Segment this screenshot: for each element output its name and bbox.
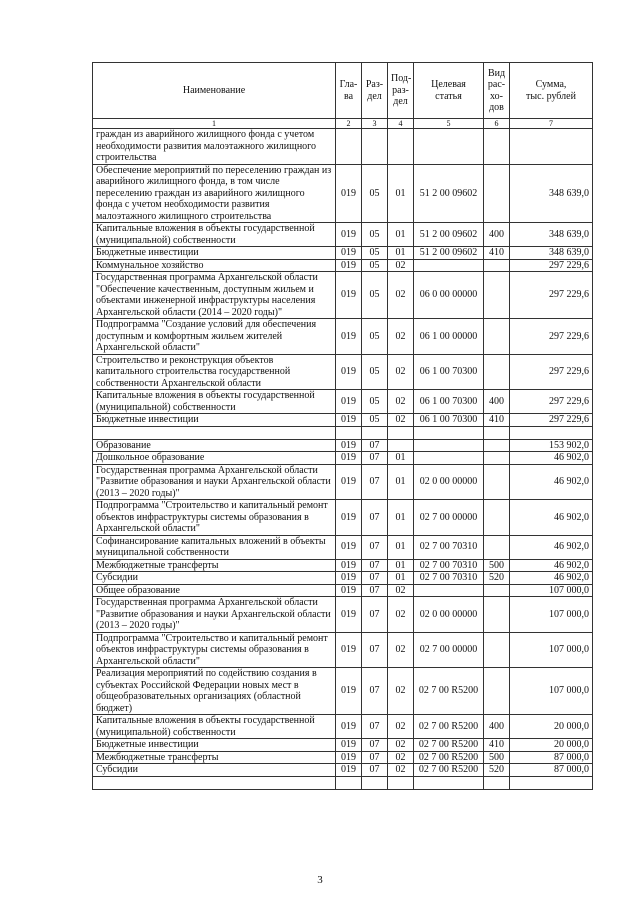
cell-expense-type: 500 <box>484 751 510 764</box>
cell-subsection: 01 <box>388 223 414 247</box>
cell-expense-type: 410 <box>484 739 510 752</box>
cell-subsection: 02 <box>388 751 414 764</box>
cell-chapter: 019 <box>336 354 362 390</box>
cell-section: 05 <box>362 223 388 247</box>
header-name: Наименование <box>93 63 336 119</box>
cell-expense-type: 500 <box>484 559 510 572</box>
table-row <box>93 164 593 223</box>
cell-expense-type <box>484 129 510 165</box>
header-row <box>93 63 593 119</box>
cell-target-item: 02 7 00 00000 <box>414 500 484 536</box>
cell-target-item: 06 1 00 00000 <box>414 319 484 355</box>
cell-chapter: 019 <box>336 572 362 585</box>
cell-chapter: 019 <box>336 559 362 572</box>
cell-chapter: 019 <box>336 164 362 223</box>
cell-expense-type <box>484 319 510 355</box>
table-body <box>93 129 593 790</box>
cell-subsection: 02 <box>388 272 414 319</box>
table-row <box>93 390 593 414</box>
header-sum: Сумма, тыс. рублей <box>510 63 593 119</box>
cell-target-item: 51 2 00 09602 <box>414 164 484 223</box>
cell-name: Образование <box>93 439 336 452</box>
cell-name: Бюджетные инвестиции <box>93 247 336 260</box>
cell-chapter: 019 <box>336 390 362 414</box>
cell-name: Межбюджетные трансферты <box>93 559 336 572</box>
table-row <box>93 439 593 452</box>
cell-name: Государственная программа Архангельской области "Развитие образования и науки Архангельской области (2013 – 2020 годы)" <box>93 597 336 633</box>
header-section: Раз- дел <box>362 63 388 119</box>
cell-chapter: 019 <box>336 764 362 777</box>
table-row <box>93 272 593 319</box>
cell-section: 05 <box>362 247 388 260</box>
cell-subsection: 02 <box>388 584 414 597</box>
cell-sum: 46 902,0 <box>510 572 593 585</box>
cell-name: Обеспечение мероприятий по переселению граждан из аварийного жилищного фонда, в том числе переселению граждан из аварийного жилищного фонда с учетом необходимости развития малоэтажного жилищного строительства <box>93 164 336 223</box>
cell-target-item: 06 1 00 70300 <box>414 414 484 427</box>
cell-name: Бюджетные инвестиции <box>93 739 336 752</box>
cell-section <box>362 426 388 439</box>
cell-sum <box>510 776 593 789</box>
cell-chapter: 019 <box>336 247 362 260</box>
table-row <box>93 414 593 427</box>
cell-subsection: 02 <box>388 597 414 633</box>
cell-subsection <box>388 439 414 452</box>
cell-subsection: 02 <box>388 414 414 427</box>
cell-expense-type: 400 <box>484 223 510 247</box>
table-row <box>93 247 593 260</box>
cell-section: 05 <box>362 319 388 355</box>
cell-section: 07 <box>362 715 388 739</box>
cell-chapter <box>336 776 362 789</box>
cell-chapter: 019 <box>336 319 362 355</box>
cell-name: Капитальные вложения в объекты государственной (муниципальной) собственности <box>93 715 336 739</box>
cell-subsection: 02 <box>388 632 414 668</box>
cell-subsection: 01 <box>388 164 414 223</box>
cell-section <box>362 776 388 789</box>
cell-expense-type <box>484 584 510 597</box>
cell-chapter: 019 <box>336 751 362 764</box>
cell-section: 05 <box>362 354 388 390</box>
cell-target-item <box>414 129 484 165</box>
column-number: 2 <box>336 119 362 129</box>
column-number: 4 <box>388 119 414 129</box>
cell-sum: 107 000,0 <box>510 584 593 597</box>
cell-sum <box>510 129 593 165</box>
cell-subsection: 02 <box>388 354 414 390</box>
cell-section: 05 <box>362 259 388 272</box>
cell-expense-type <box>484 500 510 536</box>
cell-sum: 297 229,6 <box>510 319 593 355</box>
cell-expense-type <box>484 632 510 668</box>
cell-chapter: 019 <box>336 535 362 559</box>
cell-target-item: 06 0 00 00000 <box>414 272 484 319</box>
cell-chapter: 019 <box>336 464 362 500</box>
cell-sum: 297 229,6 <box>510 354 593 390</box>
cell-name: Субсидии <box>93 572 336 585</box>
cell-chapter: 019 <box>336 452 362 465</box>
cell-section: 05 <box>362 272 388 319</box>
budget-table <box>92 62 593 790</box>
cell-subsection <box>388 776 414 789</box>
table-row <box>93 776 593 789</box>
cell-target-item <box>414 439 484 452</box>
cell-sum: 87 000,0 <box>510 751 593 764</box>
cell-section: 07 <box>362 584 388 597</box>
cell-section: 07 <box>362 764 388 777</box>
column-number: 7 <box>510 119 593 129</box>
cell-expense-type <box>484 535 510 559</box>
table-row <box>93 632 593 668</box>
cell-sum: 297 229,6 <box>510 259 593 272</box>
table-row <box>93 464 593 500</box>
header-target-item: Целевая статья <box>414 63 484 119</box>
cell-subsection: 02 <box>388 668 414 715</box>
cell-expense-type <box>484 452 510 465</box>
table-row <box>93 129 593 165</box>
cell-section: 07 <box>362 572 388 585</box>
cell-subsection: 01 <box>388 500 414 536</box>
cell-name: Подпрограмма "Создание условий для обеспечения доступным и комфортным жильем жителей Архангельской области" <box>93 319 336 355</box>
cell-section: 07 <box>362 500 388 536</box>
cell-target-item: 02 7 00 R5200 <box>414 751 484 764</box>
table-row <box>93 597 593 633</box>
cell-subsection: 02 <box>388 715 414 739</box>
cell-sum: 153 902,0 <box>510 439 593 452</box>
cell-name: Субсидии <box>93 764 336 777</box>
cell-section: 07 <box>362 632 388 668</box>
column-number: 6 <box>484 119 510 129</box>
cell-sum: 46 902,0 <box>510 559 593 572</box>
cell-name: Коммунальное хозяйство <box>93 259 336 272</box>
cell-sum: 297 229,6 <box>510 272 593 319</box>
cell-name <box>93 776 336 789</box>
cell-section: 07 <box>362 739 388 752</box>
cell-chapter <box>336 426 362 439</box>
cell-sum: 297 229,6 <box>510 390 593 414</box>
table-row <box>93 535 593 559</box>
cell-chapter: 019 <box>336 632 362 668</box>
cell-subsection: 02 <box>388 390 414 414</box>
cell-target-item: 02 0 00 00000 <box>414 597 484 633</box>
cell-target-item: 02 7 00 70310 <box>414 572 484 585</box>
cell-name: Софинансирование капитальных вложений в объекты муниципальной собственности <box>93 535 336 559</box>
table-row <box>93 223 593 247</box>
cell-chapter: 019 <box>336 272 362 319</box>
cell-section: 07 <box>362 452 388 465</box>
table-row <box>93 584 593 597</box>
cell-sum: 46 902,0 <box>510 452 593 465</box>
table-row <box>93 500 593 536</box>
cell-section: 05 <box>362 390 388 414</box>
cell-target-item: 51 2 00 09602 <box>414 247 484 260</box>
cell-target-item: 02 7 00 70310 <box>414 559 484 572</box>
cell-target-item: 02 7 00 R5200 <box>414 739 484 752</box>
cell-expense-type <box>484 354 510 390</box>
budget-sheet <box>92 62 592 790</box>
cell-target-item: 02 0 00 00000 <box>414 464 484 500</box>
cell-target-item: 02 7 00 70310 <box>414 535 484 559</box>
cell-subsection: 01 <box>388 559 414 572</box>
column-number: 1 <box>93 119 336 129</box>
header-expense-type: Вид рас- хо- дов <box>484 63 510 119</box>
table-row <box>93 354 593 390</box>
cell-name: Бюджетные инвестиции <box>93 414 336 427</box>
cell-sum: 46 902,0 <box>510 535 593 559</box>
cell-target-item: 51 2 00 09602 <box>414 223 484 247</box>
cell-sum: 107 000,0 <box>510 597 593 633</box>
cell-name: граждан из аварийного жилищного фонда с учетом необходимости развития малоэтажного жилищного строительства <box>93 129 336 165</box>
cell-expense-type <box>484 164 510 223</box>
cell-expense-type <box>484 464 510 500</box>
cell-name: Подпрограмма "Строительство и капитальный ремонт объектов инфраструктуры системы образования в Архангельской области" <box>93 632 336 668</box>
cell-target-item <box>414 584 484 597</box>
cell-name: Капитальные вложения в объекты государственной (муниципальной) собственности <box>93 390 336 414</box>
cell-target-item <box>414 426 484 439</box>
cell-chapter: 019 <box>336 715 362 739</box>
cell-chapter: 019 <box>336 414 362 427</box>
table-row <box>93 739 593 752</box>
cell-name: Капитальные вложения в объекты государственной (муниципальной) собственности <box>93 223 336 247</box>
table-row <box>93 559 593 572</box>
cell-sum: 348 639,0 <box>510 164 593 223</box>
cell-sum: 46 902,0 <box>510 464 593 500</box>
cell-name: Реализация мероприятий по содействию создания в субъектах Российской Федерации новых мест в общеобразовательных организациях (областной бюджет) <box>93 668 336 715</box>
cell-sum: 348 639,0 <box>510 223 593 247</box>
cell-target-item <box>414 452 484 465</box>
cell-sum: 297 229,6 <box>510 414 593 427</box>
cell-expense-type: 520 <box>484 764 510 777</box>
cell-subsection <box>388 129 414 165</box>
cell-subsection: 01 <box>388 464 414 500</box>
cell-expense-type: 520 <box>484 572 510 585</box>
cell-target-item: 02 7 00 R5200 <box>414 715 484 739</box>
cell-name: Подпрограмма "Строительство и капитальный ремонт объектов инфраструктуры системы образования в Архангельской области" <box>93 500 336 536</box>
cell-target-item: 02 7 00 R5200 <box>414 764 484 777</box>
cell-chapter: 019 <box>336 439 362 452</box>
cell-sum: 20 000,0 <box>510 715 593 739</box>
header-chapter: Гла- ва <box>336 63 362 119</box>
cell-chapter: 019 <box>336 259 362 272</box>
cell-target-item: 02 7 00 00000 <box>414 632 484 668</box>
cell-chapter: 019 <box>336 739 362 752</box>
cell-chapter: 019 <box>336 668 362 715</box>
cell-subsection: 01 <box>388 535 414 559</box>
cell-target-item <box>414 776 484 789</box>
cell-subsection: 01 <box>388 452 414 465</box>
cell-expense-type <box>484 776 510 789</box>
cell-name: Межбюджетные трансферты <box>93 751 336 764</box>
cell-sum: 348 639,0 <box>510 247 593 260</box>
cell-target-item: 06 1 00 70300 <box>414 354 484 390</box>
cell-sum <box>510 426 593 439</box>
cell-sum: 20 000,0 <box>510 739 593 752</box>
cell-subsection: 01 <box>388 247 414 260</box>
cell-expense-type <box>484 259 510 272</box>
cell-chapter: 019 <box>336 597 362 633</box>
cell-chapter: 019 <box>336 223 362 247</box>
cell-section: 07 <box>362 464 388 500</box>
header-subsection: Под- раз- дел <box>388 63 414 119</box>
cell-name: Общее образование <box>93 584 336 597</box>
page-number: 3 <box>317 874 323 886</box>
table-row <box>93 426 593 439</box>
cell-chapter <box>336 129 362 165</box>
cell-name: Государственная программа Архангельской области "Развитие образования и науки Архангельской области (2013 – 2020 годы)" <box>93 464 336 500</box>
cell-chapter: 019 <box>336 584 362 597</box>
table-row <box>93 572 593 585</box>
cell-sum: 46 902,0 <box>510 500 593 536</box>
table-row <box>93 319 593 355</box>
cell-expense-type: 400 <box>484 390 510 414</box>
cell-name: Дошкольное образование <box>93 452 336 465</box>
column-number: 3 <box>362 119 388 129</box>
cell-expense-type <box>484 426 510 439</box>
table-row <box>93 764 593 777</box>
cell-section: 05 <box>362 164 388 223</box>
cell-name <box>93 426 336 439</box>
cell-expense-type: 400 <box>484 715 510 739</box>
cell-target-item <box>414 259 484 272</box>
cell-expense-type <box>484 272 510 319</box>
cell-section <box>362 129 388 165</box>
cell-section: 07 <box>362 668 388 715</box>
cell-expense-type <box>484 597 510 633</box>
cell-target-item: 02 7 00 R5200 <box>414 668 484 715</box>
cell-expense-type <box>484 439 510 452</box>
cell-expense-type: 410 <box>484 247 510 260</box>
cell-expense-type <box>484 668 510 715</box>
cell-section: 07 <box>362 559 388 572</box>
cell-expense-type: 410 <box>484 414 510 427</box>
cell-name: Государственная программа Архангельской области "Обеспечение качественным, доступным жильем и объектами инженерной инфраструктуры населения Архангельской области (2014 – 2020 годы)" <box>93 272 336 319</box>
table-row <box>93 452 593 465</box>
cell-sum: 107 000,0 <box>510 668 593 715</box>
column-number: 5 <box>414 119 484 129</box>
cell-section: 07 <box>362 597 388 633</box>
cell-chapter: 019 <box>336 500 362 536</box>
cell-section: 07 <box>362 535 388 559</box>
cell-target-item: 06 1 00 70300 <box>414 390 484 414</box>
cell-sum: 107 000,0 <box>510 632 593 668</box>
table-row <box>93 751 593 764</box>
cell-subsection: 01 <box>388 572 414 585</box>
column-number-row <box>93 119 593 129</box>
table-row <box>93 715 593 739</box>
cell-subsection: 02 <box>388 739 414 752</box>
cell-section: 07 <box>362 751 388 764</box>
table-row <box>93 668 593 715</box>
cell-name: Строительство и реконструкция объектов капитального строительства государственной собственности Архангельской области <box>93 354 336 390</box>
cell-section: 07 <box>362 439 388 452</box>
cell-subsection: 02 <box>388 259 414 272</box>
cell-subsection: 02 <box>388 764 414 777</box>
table-row <box>93 259 593 272</box>
cell-subsection <box>388 426 414 439</box>
cell-subsection: 02 <box>388 319 414 355</box>
cell-section: 05 <box>362 414 388 427</box>
cell-sum: 87 000,0 <box>510 764 593 777</box>
